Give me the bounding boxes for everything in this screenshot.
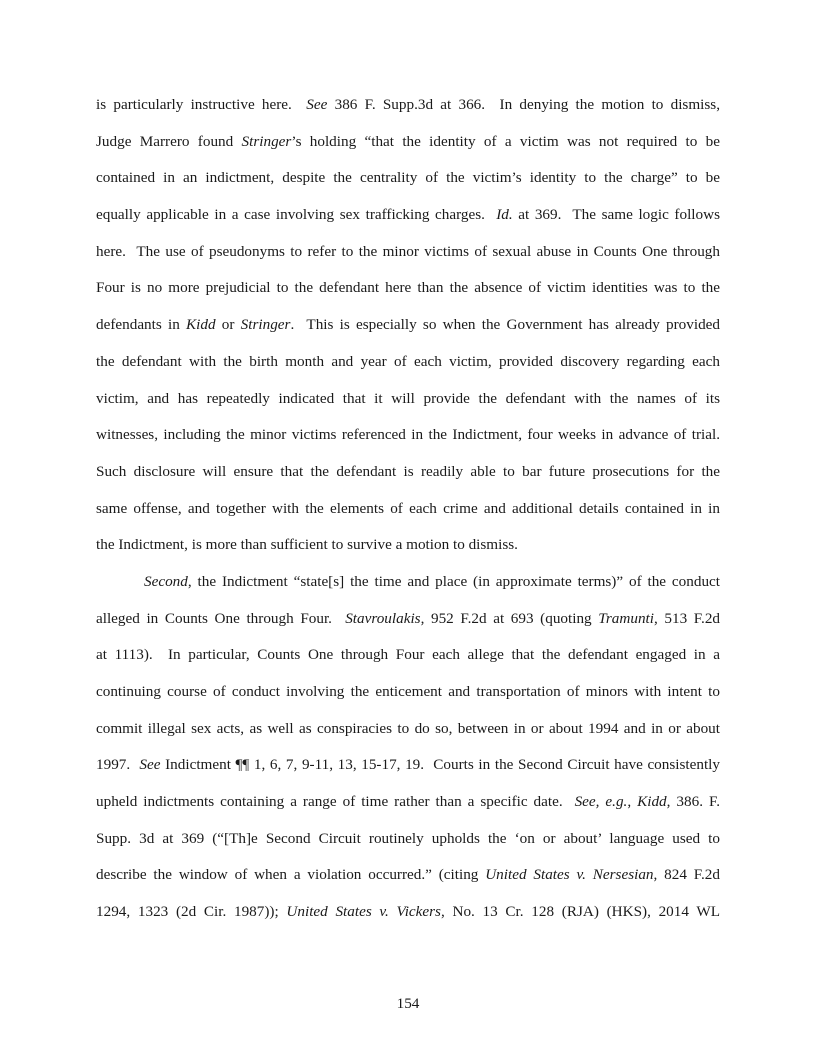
- text-segment: , 386. F.: [666, 793, 720, 811]
- text-line: [96, 421, 720, 458]
- text-line: [96, 458, 720, 495]
- text-line: [96, 715, 720, 752]
- text-line: [96, 311, 720, 348]
- text-segment: . This is especially so when the Government has already provided: [290, 316, 720, 334]
- text-line: [96, 531, 720, 568]
- text-line: [96, 385, 720, 422]
- text-segment: equally applicable in a case involving sex trafficking charges.: [96, 206, 497, 224]
- text-segment: 1294, 1323 (2d Cir. 1987));: [96, 903, 287, 921]
- italic-citation-text: Stringer: [240, 316, 291, 334]
- italic-citation-text: Tramunti: [598, 609, 654, 627]
- text-line: [96, 678, 720, 715]
- text-segment: defendants in: [96, 316, 187, 334]
- italic-citation-text: Stringer: [241, 132, 292, 150]
- text-segment: victim, and has repeatedly indicated that it will provide the defendant with the names of its: [96, 389, 720, 407]
- italic-citation-text: United States v. Nersesian: [485, 866, 654, 884]
- text-segment: describe the window of when a violation occurred.” (citing: [96, 866, 486, 884]
- italic-citation-text: See: [139, 756, 161, 774]
- italic-citation-text: Kidd: [637, 793, 667, 811]
- text-segment: same offense, and together with the elements of each crime and additional details contained in in: [96, 499, 720, 517]
- text-segment: 386 F. Supp.3d at 366. In denying the motion to dismiss,: [327, 96, 720, 113]
- text-line: [96, 348, 720, 385]
- text-segment: Such disclosure will ensure that the defendant is readily able to bar future prosecutions for the: [96, 462, 720, 480]
- text-segment: Four is no more prejudicial to the defendant here than the absence of victim identities was to the: [96, 279, 720, 297]
- text-line: [96, 238, 720, 275]
- text-segment: or: [215, 316, 241, 334]
- text-line: [96, 274, 720, 311]
- body-text: [96, 91, 720, 935]
- text-segment: at 369. The same logic follows: [512, 206, 720, 224]
- text-segment: at 1113). In particular, Counts One through Four each allege that the defendant engaged in a: [96, 646, 720, 664]
- text-segment: Indictment ¶¶ 1, 6, 7, 9-11, 13, 15-17, 19. Courts in the Second Circuit have consistently: [160, 756, 720, 774]
- text-segment: alleged in Counts One through Four.: [96, 609, 346, 627]
- text-segment: ,: [627, 793, 638, 811]
- text-segment: contained in an indictment, despite the centrality of the victim’s identity to the charge” to be: [96, 169, 720, 187]
- text-segment: continuing course of conduct involving the enticement and transportation of minors with intent to: [96, 683, 720, 700]
- text-segment: is particularly instructive here.: [96, 96, 307, 113]
- text-segment: ’s holding “that the identity of a victim was not required to be: [291, 132, 720, 150]
- italic-citation-text: Id.: [496, 206, 513, 224]
- text-line: [96, 861, 720, 898]
- text-line: [96, 164, 720, 201]
- text-line: [96, 788, 720, 825]
- text-segment: Supp. 3d at 369 (“[Th]e Second Circuit routinely upholds the ‘on or about’ language used to: [96, 829, 720, 847]
- text-segment: , 824 F.2d: [653, 866, 720, 884]
- text-segment: here. The use of pseudonyms to refer to the minor victims of sexual abuse in Counts One through: [96, 242, 720, 260]
- text-line: [96, 641, 720, 678]
- text-line: [96, 898, 720, 935]
- text-segment: commit illegal sex acts, as well as conspiracies to do so, between in or about 1994 and in or about: [96, 719, 720, 737]
- text-line: [96, 128, 720, 165]
- text-line: [96, 751, 720, 788]
- text-segment: , No. 13 Cr. 128 (RJA) (HKS), 2014 WL: [440, 903, 721, 921]
- text-line: [96, 495, 720, 532]
- page-number: 154: [396, 995, 420, 1012]
- italic-citation-text: United States v. Vickers: [286, 903, 441, 921]
- text-segment: upheld indictments containing a range of time rather than a specific date.: [96, 793, 575, 811]
- text-segment: witnesses, including the minor victims referenced in the Indictment, four weeks in advance of trial.: [96, 426, 720, 444]
- text-segment: , 952 F.2d at 693 (quoting: [420, 609, 599, 627]
- italic-citation-text: See: [306, 96, 328, 113]
- italic-citation-text: Stavroulakis: [345, 609, 421, 627]
- text-line: [96, 568, 720, 605]
- text-line: [96, 825, 720, 862]
- italic-citation-text: See, e.g.: [574, 793, 628, 811]
- text-segment: Judge Marrero found: [96, 132, 242, 150]
- italic-citation-text: Kidd: [186, 316, 216, 334]
- text-segment: the defendant with the birth month and year of each victim, provided discovery regarding each: [96, 352, 720, 370]
- text-line: [96, 201, 720, 238]
- italic-citation-text: Second: [144, 572, 188, 590]
- text-segment: , the Indictment “state[s] the time and place (in approximate terms)” of the conduct: [187, 572, 720, 590]
- text-line: [96, 605, 720, 642]
- text-segment: the Indictment, is more than sufficient to survive a motion to dismiss.: [96, 536, 518, 554]
- text-line: [96, 91, 720, 128]
- text-segment: 1997.: [96, 756, 140, 774]
- text-segment: , 513 F.2d: [653, 609, 721, 627]
